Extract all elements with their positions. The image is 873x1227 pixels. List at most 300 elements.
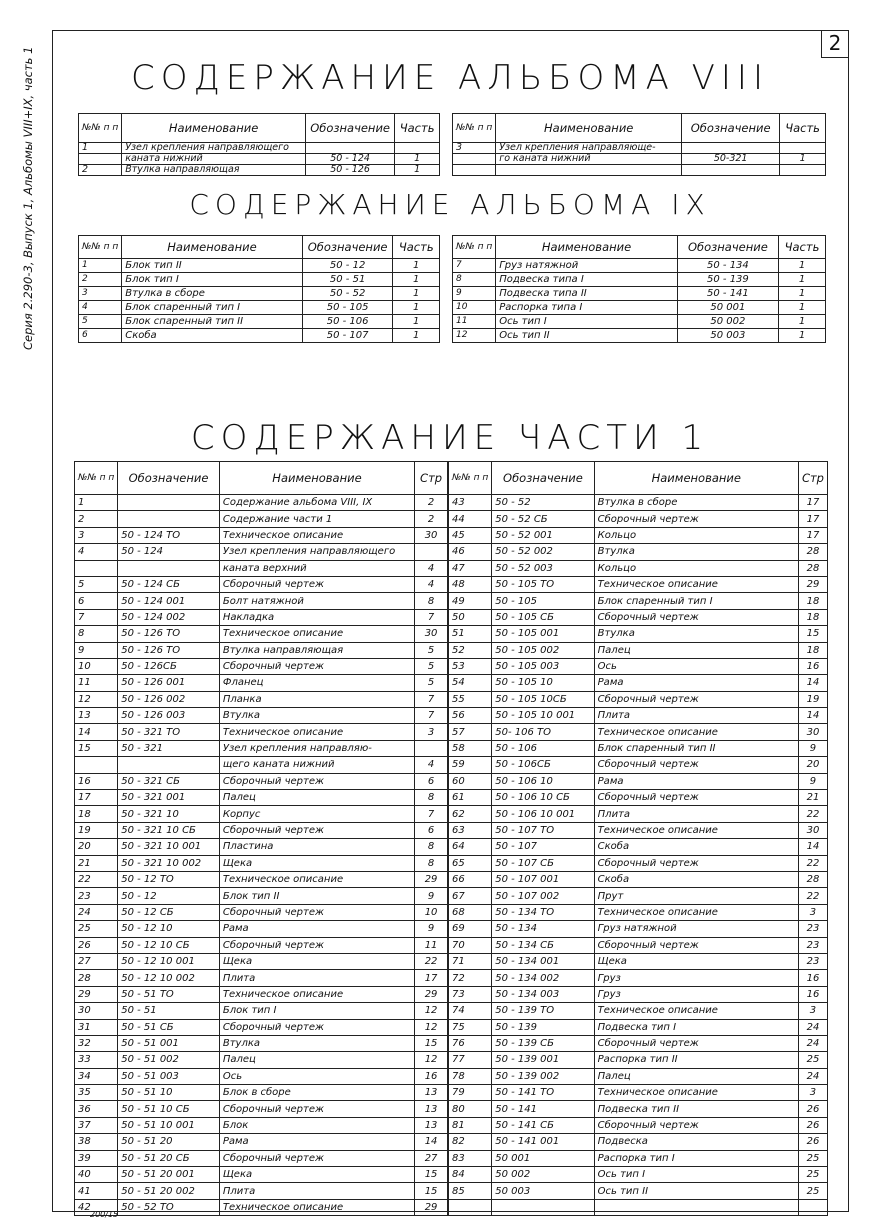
cell-num: 42 [75,1199,118,1215]
cell-page: 2 [415,495,448,511]
cell-designation: 50 - 105 002 [492,642,594,658]
cell-designation: 50 - 51 20 001 [118,1167,220,1183]
cell-designation [492,1199,594,1215]
cell-name: каната верхний [219,560,414,576]
cell-name: Подвеска тип I [594,1019,798,1035]
cell-page: 3 [798,1003,827,1019]
cell-name: Узел крепления направляющего [219,544,414,560]
table-row [75,675,448,691]
cell-designation: 50 - 105 10 001 [492,708,594,724]
table-row [449,691,828,707]
cell-num: 29 [75,986,118,1002]
cell-designation [682,165,780,176]
table-row [449,790,828,806]
cell-name: Сборочный чертеж [594,691,798,707]
table-row [449,1068,828,1084]
table-row [75,1068,448,1084]
cell-designation: 50 - 124 ТО [118,527,220,543]
cell-num: 5 [79,315,122,329]
table-row [75,1167,448,1183]
cell-designation: 50 - 106 10 001 [492,806,594,822]
cell-name: Сборочный чертеж [594,1035,798,1051]
cell-page: 30 [415,527,448,543]
table-row [75,560,448,576]
col-part: Часть [779,236,826,259]
cell-designation: 50 - 134 ТО [492,904,594,920]
cell-num: 6 [79,329,122,343]
cell-num: 52 [449,642,492,658]
cell-num: 18 [75,806,118,822]
col-name: Наименование [496,236,678,259]
table-row [75,1035,448,1051]
cell-num [79,154,122,165]
cell-page: 6 [415,773,448,789]
cell-num: 85 [449,1183,492,1199]
cell-page: 22 [798,888,827,904]
cell-designation: 50 - 52 003 [492,560,594,576]
cell-page: 29 [798,576,827,592]
cell-name: Блок тип II [122,259,303,273]
cell-num: 59 [449,757,492,773]
cell-name: Узел крепления направляюще- [496,143,682,154]
table-row [75,658,448,674]
cell-name: Сборочный чертеж [594,1117,798,1133]
cell-num: 26 [75,937,118,953]
cell-name: Содержание части 1 [219,511,414,527]
cell-num: 75 [449,1019,492,1035]
table-row [75,691,448,707]
cell-designation: 50 - 139 ТО [492,1003,594,1019]
cell-page: 3 [415,724,448,740]
table-row [449,495,828,511]
table-row [75,1019,448,1035]
cell-part: 1 [393,329,440,343]
cell-num: 3 [79,287,122,301]
cell-part: 1 [395,154,440,165]
cell-designation: 50-321 [682,154,780,165]
cell-designation: 50 - 12 10 [118,921,220,937]
cell-num: 62 [449,806,492,822]
cell-num: 9 [75,642,118,658]
col-num: №№ п п [75,462,118,495]
cell-name: Палец [594,1068,798,1084]
part1-table-left [74,461,448,1216]
cell-designation: 50 - 12 10 СБ [118,937,220,953]
cell-designation: 50 - 105 ТО [492,576,594,592]
cell-designation: 50 - 51 10 [118,1085,220,1101]
cell-part: 1 [393,273,440,287]
cell-page: 8 [415,855,448,871]
cell-name: Сборочный чертеж [219,1019,414,1035]
cell-name: Блок в сборе [219,1085,414,1101]
cell-designation: 50 - 106 [302,315,393,329]
cell-num: 23 [75,888,118,904]
table-row [453,273,826,287]
cell-designation: 50 - 52 002 [492,544,594,560]
table-row [449,806,828,822]
cell-num: 83 [449,1150,492,1166]
cell-name: Втулка в сборе [594,495,798,511]
cell-name: Узел крепления направляю- [219,740,414,756]
cell-num [453,165,496,176]
cell-num: 82 [449,1134,492,1150]
cell-page: 29 [415,871,448,887]
cell-designation: 50 - 51 ТО [118,986,220,1002]
cell-page: 13 [415,1085,448,1101]
cell-designation: 50 - 52 [302,287,393,301]
cell-name: Блок [219,1117,414,1133]
cell-name: Втулка направляющая [219,642,414,658]
cell-name: Техническое описание [594,822,798,838]
cell-designation: 50 - 107 [492,839,594,855]
table-row [75,544,448,560]
cell-num: 7 [453,259,496,273]
table-row [449,773,828,789]
cell-name: Подвеска [594,1134,798,1150]
cell-designation: 50 - 141 СБ [492,1117,594,1133]
cell-name: Сборочный чертеж [594,609,798,625]
cell-num: 77 [449,1052,492,1068]
table-row [75,1199,448,1215]
cell-designation: 50 002 [492,1167,594,1183]
table-row [449,970,828,986]
cell-name: Щека [219,1167,414,1183]
cell-name: Ось тип II [496,329,678,343]
col-part: Часть [395,114,440,143]
cell-num: 55 [449,691,492,707]
table-row [75,1101,448,1117]
cell-part: 1 [779,329,826,343]
cell-part: 1 [780,154,826,165]
cell-num: 48 [449,576,492,592]
table-row [449,986,828,1002]
cell-name: Палец [219,1052,414,1068]
cell-num: 16 [75,773,118,789]
cell-page: 28 [798,544,827,560]
table-row [449,609,828,625]
cell-designation: 50 - 126 002 [118,691,220,707]
table-row [75,740,448,756]
cell-num: 45 [449,527,492,543]
cell-designation: 50 - 105 001 [492,626,594,642]
cell-page: 14 [798,839,827,855]
cell-num: 69 [449,921,492,937]
cell-designation: 50 - 321 ТО [118,724,220,740]
table-row [75,626,448,642]
cell-num [453,154,496,165]
table-row [449,953,828,969]
table-row [75,609,448,625]
cell-designation: 50 - 51 10 СБ [118,1101,220,1117]
cell-num: 40 [75,1167,118,1183]
cell-designation: 50 - 139 СБ [492,1035,594,1051]
cell-page: 12 [415,1019,448,1035]
table-row [449,593,828,609]
table-row [75,724,448,740]
cell-designation: 50 - 107 СБ [492,855,594,871]
cell-page: 8 [415,839,448,855]
cell-page: 17 [415,970,448,986]
cell-name: Подвеска тип II [594,1101,798,1117]
col-designation: Обозначение [302,236,393,259]
table-row [75,576,448,592]
table-row [453,329,826,343]
cell-designation: 50 - 52 СБ [492,511,594,527]
col-page: Стр [415,462,448,495]
table-row [449,1150,828,1166]
table-row [75,757,448,773]
cell-page: 16 [798,658,827,674]
cell-name: Сборочный чертеж [219,576,414,592]
table-row [449,626,828,642]
col-name: Наименование [496,114,682,143]
col-num: №№ п п [449,462,492,495]
cell-designation: 50 - 52 001 [492,527,594,543]
cell-designation: 50 - 141 [492,1101,594,1117]
col-page: Стр [798,462,827,495]
cell-name: Техническое описание [219,724,414,740]
cell-page: 24 [798,1035,827,1051]
cell-designation: 50 - 106 10 СБ [492,790,594,806]
cell-name [594,1199,798,1215]
col-name: Наименование [219,462,414,495]
cell-num: 84 [449,1167,492,1183]
table-row [449,724,828,740]
table-row [453,259,826,273]
cell-name: Втулка [594,626,798,642]
cell-designation: 50 - 134 [492,921,594,937]
cell-part: 1 [393,287,440,301]
cell-name: Техническое описание [594,1003,798,1019]
cell-designation: 50 - 321 10 СБ [118,822,220,838]
cell-num: 2 [75,511,118,527]
cell-page: 14 [798,675,827,691]
cell-num: 10 [453,301,496,315]
cell-page: 13 [415,1101,448,1117]
cell-num: 51 [449,626,492,642]
cell-designation: 50 - 105 [302,301,393,315]
cell-designation: 50 - 321 10 [118,806,220,822]
cell-name: Плита [219,970,414,986]
cell-num [449,1199,492,1215]
cell-designation: 50 - 12 СБ [118,904,220,920]
cell-page: 7 [415,806,448,822]
cell-num: 39 [75,1150,118,1166]
cell-designation: 50 - 107 002 [492,888,594,904]
cell-designation: 50 - 51 003 [118,1068,220,1084]
cell-name: Распорка типа I [496,301,678,315]
col-part: Часть [393,236,440,259]
cell-name: Техническое описание [594,1085,798,1101]
cell-name: Кольцо [594,560,798,576]
cell-page: 8 [415,593,448,609]
cell-page: 21 [798,790,827,806]
col-name: Наименование [594,462,798,495]
cell-designation: 50 - 141 ТО [492,1085,594,1101]
cell-name: Техническое описание [219,1199,414,1215]
cell-page: 15 [415,1035,448,1051]
cell-num: 33 [75,1052,118,1068]
cell-page: 18 [798,593,827,609]
table-row [75,1117,448,1133]
cell-designation: 50 - 51 [118,1003,220,1019]
table-row [75,970,448,986]
table-row [449,527,828,543]
cell-num: 36 [75,1101,118,1117]
cell-page: 29 [415,1199,448,1215]
table-row [449,1085,828,1101]
cell-designation: 50 - 106 [492,740,594,756]
cell-page: 15 [415,1167,448,1183]
table-row [75,986,448,1002]
col-num: №№ п п [453,114,496,143]
table-row [453,287,826,301]
table-row [75,1150,448,1166]
cell-designation: 50 003 [492,1183,594,1199]
table-row [453,301,826,315]
table-row [449,544,828,560]
cell-designation: 50 - 106 10 [492,773,594,789]
cell-page: 3 [798,904,827,920]
cell-num [75,560,118,576]
col-designation: Обозначение [682,114,780,143]
cell-page: 12 [415,1052,448,1068]
cell-name: Сборочный чертеж [219,822,414,838]
cell-name: Груз натяжной [594,921,798,937]
cell-num: 73 [449,986,492,1002]
cell-name: Ось тип I [594,1167,798,1183]
cell-page: 25 [798,1183,827,1199]
cell-name: Рама [594,773,798,789]
table-row [453,315,826,329]
table-row [449,904,828,920]
table-row [75,839,448,855]
cell-designation: 50 - 124 СБ [118,576,220,592]
cell-name: Техническое описание [594,724,798,740]
cell-part: 1 [779,273,826,287]
cell-designation [118,511,220,527]
cell-page: 16 [798,986,827,1002]
table-row [75,904,448,920]
table-row [79,259,440,273]
cell-num: 70 [449,937,492,953]
cell-name: Накладка [219,609,414,625]
cell-designation: 50 - 141 001 [492,1134,594,1150]
cell-page [798,1199,827,1215]
cell-num: 56 [449,708,492,724]
cell-designation: 50 - 12 10 001 [118,953,220,969]
part1-table-right [448,461,828,1216]
col-num: №№ п п [79,236,122,259]
cell-page: 11 [415,937,448,953]
cell-name: Плита [594,708,798,724]
cell-num: 4 [79,301,122,315]
cell-page: 22 [798,855,827,871]
table-row [449,658,828,674]
cell-page: 18 [798,642,827,658]
table-row [75,511,448,527]
cell-name: Распорка тип II [594,1052,798,1068]
cell-name: Блок спаренный тип I [122,301,303,315]
cell-designation: 50 - 124 [118,544,220,560]
cell-num: 63 [449,822,492,838]
cell-designation: 50 - 51 20 СБ [118,1150,220,1166]
cell-name: Щека [594,953,798,969]
cell-part: 1 [393,259,440,273]
cell-num: 35 [75,1085,118,1101]
cell-num: 27 [75,953,118,969]
cell-designation: 50 - 51 10 001 [118,1117,220,1133]
cell-page: 2 [415,511,448,527]
cell-num: 1 [79,143,122,154]
cell-designation: 50 - 126 [305,165,394,176]
cell-part: 1 [393,315,440,329]
cell-num: 22 [75,871,118,887]
cell-page: 16 [415,1068,448,1084]
cell-page: 15 [798,626,827,642]
cell-name: Скоба [594,839,798,855]
cell-num: 54 [449,675,492,691]
page-number: 2 [821,30,848,58]
cell-designation: 50 - 51 20 [118,1134,220,1150]
cell-num: 49 [449,593,492,609]
cell-designation: 50 - 321 СБ [118,773,220,789]
cell-name: Втулка [219,1035,414,1051]
cell-designation: 50 - 105 10СБ [492,691,594,707]
table-row [79,287,440,301]
cell-name: Блок спаренный тип II [594,740,798,756]
table-row [75,937,448,953]
table-row [449,921,828,937]
cell-num: 6 [75,593,118,609]
cell-name: Сборочный чертеж [219,1101,414,1117]
col-num: №№ п п [453,236,496,259]
cell-page: 28 [798,560,827,576]
cell-num: 13 [75,708,118,724]
cell-designation: 50 - 321 10 001 [118,839,220,855]
cell-designation: 50 - 12 ТО [118,871,220,887]
cell-designation [118,757,220,773]
cell-page: 9 [415,921,448,937]
cell-designation: 50 - 52 [492,495,594,511]
cell-num: 60 [449,773,492,789]
cell-name: Сборочный чертеж [594,511,798,527]
table-row [449,675,828,691]
table-row [453,154,826,165]
cell-num: 2 [79,273,122,287]
cell-num [75,757,118,773]
cell-designation: 50 - 139 001 [492,1052,594,1068]
cell-name: Щека [219,855,414,871]
cell-name: Сборочный чертеж [219,904,414,920]
cell-designation: 50 - 126 003 [118,708,220,724]
cell-page: 17 [798,495,827,511]
table-row [449,1052,828,1068]
cell-designation: 50 - 107 001 [492,871,594,887]
heading-album-8: СОДЕРЖАНИЕ АЛЬБОМА VIII [131,58,769,98]
cell-page [415,544,448,560]
table-row [449,740,828,756]
cell-num: 31 [75,1019,118,1035]
cell-name: Груз натяжной [496,259,678,273]
cell-num: 12 [453,329,496,343]
cell-page: 28 [798,871,827,887]
cell-num: 79 [449,1085,492,1101]
cell-num: 38 [75,1134,118,1150]
cell-name: Ось [219,1068,414,1084]
table-row [75,495,448,511]
cell-name: Техническое описание [219,527,414,543]
